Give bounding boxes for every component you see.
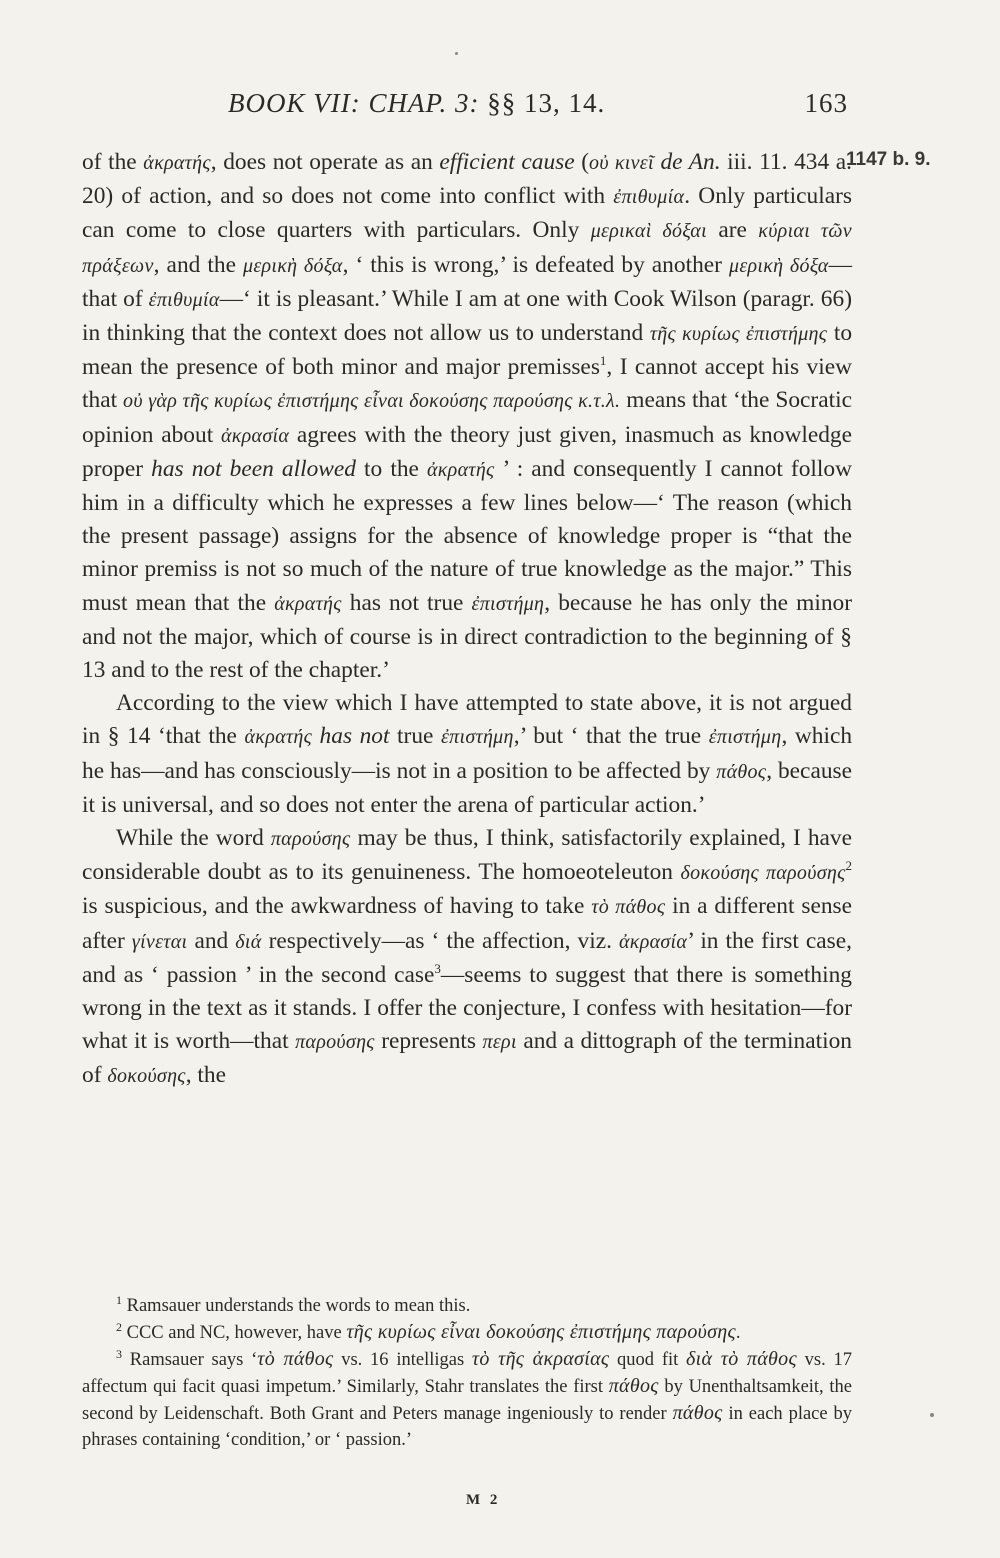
footnote-2: $^2$ CCC and NC, however, have τῆς κυρίως εἶναι δοκούσης ἐπιστήμης παρούσης.	[116, 1319, 741, 1343]
greek-term: ἐπιστήμη	[708, 726, 782, 749]
greek-term: περι	[482, 1031, 517, 1054]
signature-mark: M 2	[466, 1492, 501, 1508]
greek-term: τὸ πάθος	[591, 896, 666, 919]
italic-phrase: de An.	[653, 149, 721, 175]
greek-term: μερικαὶ δόξαι	[590, 220, 707, 243]
margin-reference: 1147 b. 9.	[846, 149, 931, 170]
greek-term: ἐπιστήμη	[440, 726, 514, 749]
greek-term: διὰ τὸ πάθος	[686, 1348, 797, 1370]
greek-term: μερικὴ δόξα	[728, 254, 829, 277]
italic-phrase: has not	[312, 723, 390, 750]
greek-term: τῆς κυρίως ἐπιστήμης	[649, 323, 828, 346]
footnotes	[82, 1293, 852, 1453]
greek-term: ἐπιστήμη	[471, 592, 545, 615]
footnote-3: $^3$ Ramsauer says ‘τὸ πάθος vs. 16 intelligas τὸ τῆς ἀκρασίας quod fit διὰ τὸ πάθος vs. 17 affectum qui facit quasi impetum.’ Similarly, Stahr translates the first πάθος by Unenthaltsamkeit, the second by Leidenschaft. Both Grant and Peters manage ingeniously to render πάθος in each place by phrases containing ‘condition,’ or ‘ passion.’	[82, 1346, 853, 1450]
greek-term: ἀκρατής	[274, 592, 342, 615]
greek-term: δοκούσης	[107, 1065, 186, 1088]
running-title	[228, 88, 605, 119]
greek-term: διά	[235, 930, 262, 953]
greek-term: οὐ κινεῖ	[589, 152, 654, 174]
greek-term: ἐπιθυμία	[148, 288, 220, 311]
footnote-marker: 2	[845, 858, 852, 874]
paragraph-2: According to the view which I have attempted to state above, it is not argued in § 14 ‘that the ἀκρατής has not true ἐπιστήμη,’ but ‘ that the true ἐπιστήμη, which he has—and has consciously—is not in a position to be affected by πάθος, because it is universal, and so does not enter the arena of particular action.’	[82, 690, 853, 818]
italic-phrase: efficient cause	[439, 149, 575, 175]
footnote-1: $^1$ Ramsauer understands the words to mean this.	[116, 1292, 471, 1316]
running-header	[228, 88, 848, 128]
paper-speck	[455, 52, 458, 55]
paragraph-3: While the word παρούσης may be thus, I think, satisfactorily explained, I have considerable doubt as to its genuineness. The homoeoteleuton δοκούσης παρούσης$^2$ is suspicious, and the awkwardness of having to take τὸ πάθος in a different sense after γίνεται and διά respectively—as ‘ the affection, viz. ἀκρασία’ in the first case, and as ‘ passion ’ in the second case$^3$—seems to suggest that there is something wrong in the text as it stands. I offer the conjecture, I confess with hesitation—for what it is worth—that παρούσης represents περι and a dittograph of the termination of δοκούσης, the	[82, 825, 853, 1089]
greek-term: ἀκρατής	[143, 152, 211, 174]
greek-term: δοκούσης παρούσης	[680, 862, 846, 885]
greek-term: ἀκρατής	[244, 726, 312, 749]
greek-term: πάθος	[716, 760, 767, 783]
footnote-marker: 3	[434, 961, 441, 977]
greek-term: μερικὴ δόξα	[242, 254, 343, 277]
italic-phrase: has not been allowed	[151, 455, 356, 482]
greek-term: ἀκρασία	[220, 424, 290, 447]
running-title-text: BOOK VII: CHAP. 3:	[228, 88, 480, 118]
greek-term: ἀκρατής	[426, 458, 495, 481]
footnote-marker: 1	[599, 353, 607, 369]
greek-term: παρούσης	[295, 1031, 375, 1054]
greek-term: τὸ πάθος	[257, 1348, 334, 1370]
greek-term: γίνεται	[131, 930, 188, 953]
greek-term: πάθος	[672, 1402, 723, 1424]
greek-term: πάθος	[608, 1375, 659, 1397]
paragraph-1: of the ἀκρατής, does not operate as an efficient cause (οὐ κινεῖ de An. iii. 11. 434 a. 20) of action, and so does not come into conflict with ἐπιθυμία. Only particulars can come to close quarters with particulars. Only μερικαὶ δόξαι are κύριαι τῶν πράξεων, and the μερικὴ δόξα, ‘ this is wrong,’ is defeated by another μερικὴ δόξα—that of ἐπιθυμία—‘ it is pleasant.’ While I am at one with Cook Wilson (paragr. 66) in thinking that the context does not allow us to understand τῆς κυρίως ἐπιστήμης to mean the presence of both minor and major premisses$^1$, I cannot accept his view that οὐ γὰρ τῆς κυρίως ἐπιστήμης εἶναι δοκούσης παρούσης κ.τ.λ. means that ‘the Socratic opinion about ἀκρασία agrees with the theory just given, inasmuch as knowledge proper has not been allowed to the ἀκρατής ’ : and consequently I cannot follow him in a difficulty which he expresses a few lines below—‘ The reason (which the present passage) assigns for the absence of knowledge proper is “that the minor premiss is not so much of the nature of true knowledge as the major.” This must mean that the ἀκρατής has not true ἐπιστήμη, because he has only the minor and not the major, which of course is in direct contradiction to the beginning of § 13 and to the rest of the chapter.’	[82, 149, 853, 684]
greek-term: παρούσης	[270, 828, 351, 851]
greek-term: ἀκρασία	[619, 930, 688, 953]
main-text	[82, 146, 852, 1094]
footnote-marker: 3	[116, 1346, 122, 1361]
section-reference: §§ 13, 14.	[487, 88, 606, 118]
greek-term: οὐ γὰρ τῆς κυρίως ἐπιστήμης εἶναι δοκούσης παρούσης κ.τ.λ.	[123, 390, 621, 413]
greek-term: ἐπιθυμία	[613, 186, 685, 209]
paper-speck	[930, 1413, 934, 1417]
page-number: 163	[804, 88, 848, 118]
footnote-marker: 2	[116, 1319, 122, 1334]
greek-term: τῆς κυρίως εἶναι δοκούσης ἐπιστήμης παρούσης	[346, 1321, 736, 1343]
greek-term: κύριαι τῶν πράξεων	[82, 220, 852, 277]
greek-term: τὸ τῆς ἀκρασίας	[471, 1348, 610, 1370]
footnote-marker: 1	[116, 1292, 122, 1307]
